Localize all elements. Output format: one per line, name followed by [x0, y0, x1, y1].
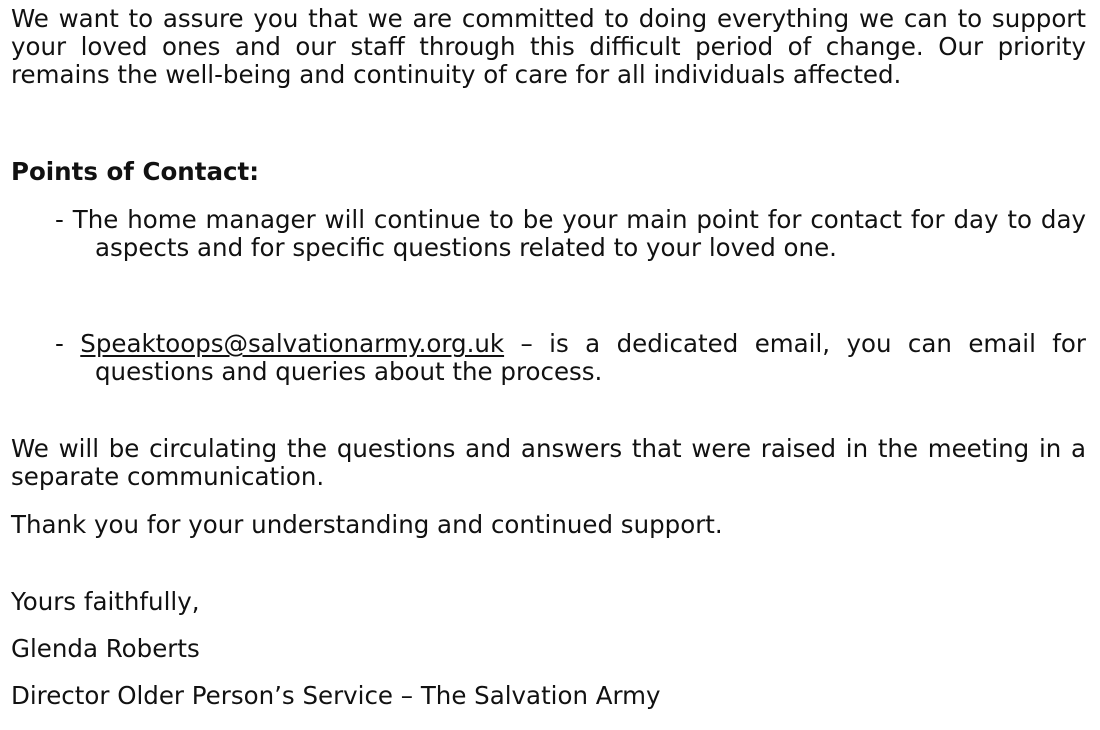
contact-item-text: – is a dedicated email, you can email for questions and queries about the process. [95, 329, 1086, 386]
contact-heading: Points of Contact: [11, 157, 260, 186]
thanks-paragraph: Thank you for your understanding and continued support. [11, 510, 723, 539]
contact-item-email [55, 330, 1086, 386]
email-link[interactable]: Speaktoops@salvationarmy.org.uk [80, 329, 505, 358]
signatory-name: Glenda Roberts [11, 634, 200, 663]
intro-paragraph: We want to assure you that we are committed to doing everything we can to support your loved ones and our staff through this difficult period of change. Our priority remains the well-being and continuity of care for all individuals affected. [11, 4, 1086, 89]
circulation-paragraph: We will be circulating the questions and answers that were raised in the meeting in a separate communication. [11, 434, 1086, 491]
signatory-title: Director Older Person’s Service – The Salvation Army [11, 681, 661, 710]
letter-body [11, 4, 1086, 710]
contact-item-text: The home manager will continue to be your main point for contact for day to day aspects and for specific questions related to your loved one. [72, 205, 1086, 262]
closing-line: Yours faithfully, [11, 587, 200, 616]
contact-item-home-manager [55, 206, 1086, 262]
bullet-dash: - [55, 329, 81, 358]
bullet-dash: - [55, 205, 73, 234]
